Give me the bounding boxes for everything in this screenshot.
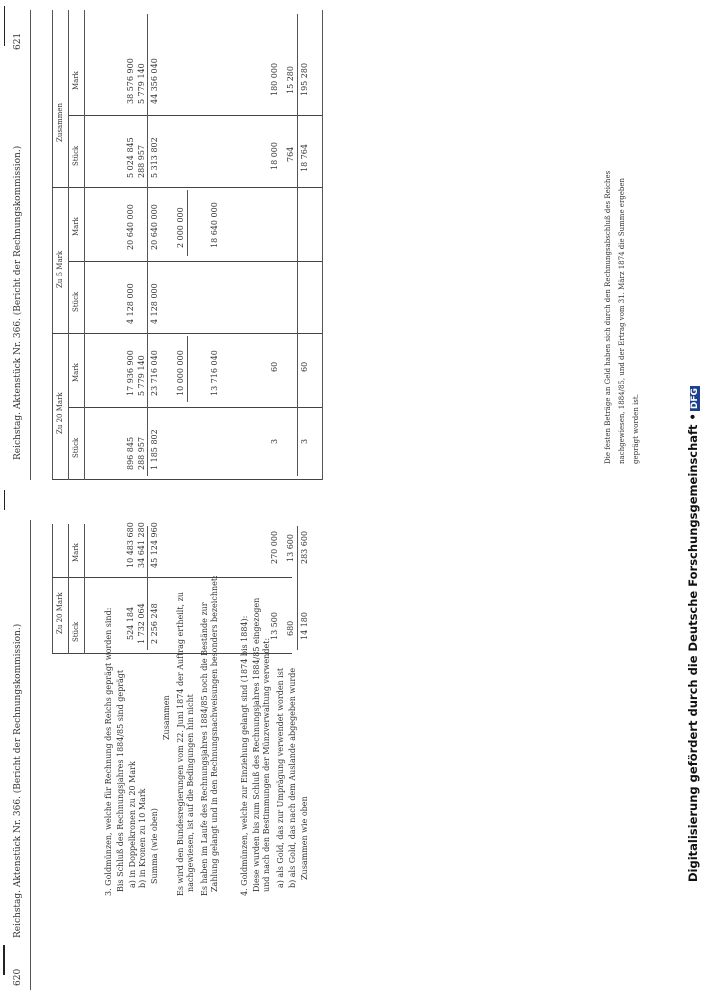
left-text-line: Summa (wie oben)	[150, 808, 159, 884]
right-cell: 5 779 140	[137, 63, 146, 104]
right-group-header: Zu 5 Mark	[56, 250, 64, 288]
right-colhead-rule	[84, 10, 85, 480]
left-cell: 680	[286, 620, 295, 636]
right-sum-rule	[297, 14, 298, 476]
left-text-line: 3. Goldmünzen, welche für Rechnung des Reichs geprägt worden sind:	[104, 607, 113, 896]
dfg-footer-text: Digitalisierung gefördert durch die Deutsche Forschungsgemeinschaft •	[686, 413, 700, 882]
right-group-rule	[68, 10, 69, 480]
right-cell: 896 845	[126, 436, 135, 470]
right-cell: 5 779 140	[137, 355, 146, 396]
left-text-line: Diese wurden bis zum Schluß des Rechnungsjahres 1884/85 eingezogen	[252, 597, 261, 892]
right-cell: 17 936 900	[126, 350, 135, 396]
left-cell: 14 180	[300, 612, 309, 640]
left-text-line: b) in Kronen zu 10 Mark	[138, 788, 147, 888]
left-table-top-rule	[52, 524, 53, 654]
left-text-line: Bis Schluß des Rechnungsjahres 1884/85 sind geprägt	[116, 669, 125, 892]
right-col-mark: Mark	[72, 71, 80, 90]
right-cell: 764	[286, 146, 295, 162]
left-text-line: Es haben im Laufe des Rechnungsjahres 1884/85 noch die Bestände zur	[200, 602, 209, 896]
left-cell: 1 732 064	[137, 603, 146, 644]
right-cell: 288 957	[137, 144, 146, 178]
right-cell: 18 000	[270, 142, 279, 170]
left-cell: 34 641 280	[137, 522, 146, 568]
right-col-stueck: Stück	[72, 145, 80, 166]
left-cell: 270 000	[270, 530, 279, 564]
left-cell: 2 256 248	[150, 603, 159, 644]
left-text-line: a) in Doppelkronen zu 20 Mark	[128, 761, 137, 888]
right-col-divider	[52, 187, 322, 188]
left-text-line: b) als Gold, das nach dem Auslande abgegeben wurde	[288, 667, 297, 888]
left-cell: 524 184	[126, 606, 135, 640]
right-cell: 195 280	[300, 62, 309, 96]
right-cell: 20 640 000	[150, 204, 159, 250]
right-cell: 2 000 000	[176, 207, 185, 248]
scan-edge-mark	[4, 6, 5, 46]
right-table-top-rule	[52, 10, 53, 480]
scan-edge-mark	[3, 945, 5, 975]
right-cell: 23 716 040	[150, 350, 159, 396]
dfg-logo-icon: DFG	[690, 388, 700, 410]
left-text-line: und nach den Bestimmungen der Münzverwaltung verwendet:	[262, 637, 271, 892]
left-text-line: Zusammen	[162, 695, 171, 740]
left-sum-rule	[297, 526, 298, 650]
right-cell: 5 313 802	[150, 137, 159, 178]
right-header-rule	[30, 10, 31, 480]
left-page-number: 620	[13, 968, 23, 986]
left-group-header: Zu 20 Mark	[56, 592, 64, 634]
right-sum-rule	[187, 336, 188, 402]
right-note-line: geprägt worden ist.	[632, 394, 640, 464]
left-text-line: nachgewiesen, ist auf die Bedingungen hin nicht	[186, 694, 195, 892]
right-page-header: Reichstag. Aktenstück Nr. 366. (Bericht der Rechnungskommission.)	[13, 145, 23, 460]
right-cell: 10 000 000	[176, 350, 185, 396]
left-col-stueck: Stück	[72, 621, 80, 642]
right-col-divider	[52, 479, 322, 480]
right-group-header: Zusammen	[56, 102, 64, 142]
left-text-line: Zahlung gelangt und in den Rechnungsnachweisungen besonders bezeichnet:	[210, 575, 219, 892]
right-sum-rule	[147, 14, 148, 476]
left-text-line: Zusammen wie oben	[300, 796, 309, 880]
right-cell: 13 716 040	[210, 350, 219, 396]
right-col-stueck: Stück	[72, 437, 80, 458]
right-cell: 18 640 000	[210, 202, 219, 248]
right-cell: 4 128 000	[150, 283, 159, 324]
left-cell: 10 483 680	[126, 522, 135, 568]
right-col-divider	[52, 333, 322, 334]
left-cell: 283 600	[300, 530, 309, 564]
left-text-line: 4. Goldmünzen, welche zur Einziehung gelangt sind (1874 bis 1884):	[240, 615, 249, 896]
left-page-header: Reichstag. Aktenstück Nr. 366. (Bericht der Rechnungskommission.)	[13, 623, 23, 938]
scan-edge-mark	[4, 490, 5, 510]
right-col-mark: Mark	[72, 217, 80, 236]
left-colhead-rule	[84, 524, 85, 654]
left-sum-rule	[147, 526, 148, 650]
right-note-line: Die festen Beträge an Geld haben sich durch den Rechnungsabschluß des Reiches	[604, 170, 612, 464]
left-col-mark: Mark	[72, 543, 80, 562]
right-table-bottom-rule	[322, 10, 323, 480]
left-cell: 13 600	[286, 534, 295, 562]
right-cell: 60	[300, 361, 309, 372]
right-cell: 18 764	[300, 144, 309, 172]
left-cell: 45 124 960	[150, 522, 159, 568]
right-cell: 15 280	[286, 66, 295, 94]
right-page-number: 621	[13, 32, 23, 50]
right-cell: 3	[300, 438, 309, 444]
right-cell: 38 576 900	[126, 58, 135, 104]
right-cell: 180 000	[270, 62, 279, 96]
right-cell: 4 128 000	[126, 283, 135, 324]
right-group-header: Zu 20 Mark	[56, 392, 64, 434]
right-note-line: nachgewiesen, 1884/85, und der Ertrag vom 31. März 1874 die Summe ergeben	[618, 177, 626, 464]
right-cell: 288 957	[137, 436, 146, 470]
right-col-stueck: Stück	[72, 291, 80, 312]
left-text-line: a) als Gold, das zur Umprägung verwendet worden ist	[276, 667, 285, 888]
right-cell: 1 185 802	[150, 429, 159, 470]
right-col-divider	[68, 261, 322, 262]
right-cell: 3	[270, 438, 279, 444]
right-cell: 5 024 845	[126, 137, 135, 178]
left-group-rule	[68, 524, 69, 654]
right-col-mark: Mark	[72, 363, 80, 382]
dfg-footer	[686, 386, 700, 882]
left-cell: 13 500	[270, 612, 279, 640]
left-col-divider-2	[52, 577, 292, 578]
right-col-divider	[68, 115, 322, 116]
right-cell: 44 356 040	[150, 58, 159, 104]
left-text-line: Es wird den Bundesregierungen vom 22. Juni 1874 der Auftrag ertheilt, zu	[176, 591, 185, 896]
right-sum-rule	[187, 190, 188, 256]
right-cell: 20 640 000	[126, 204, 135, 250]
right-cell: 60	[270, 361, 279, 372]
right-col-divider	[68, 407, 322, 408]
left-header-rule	[30, 520, 31, 990]
